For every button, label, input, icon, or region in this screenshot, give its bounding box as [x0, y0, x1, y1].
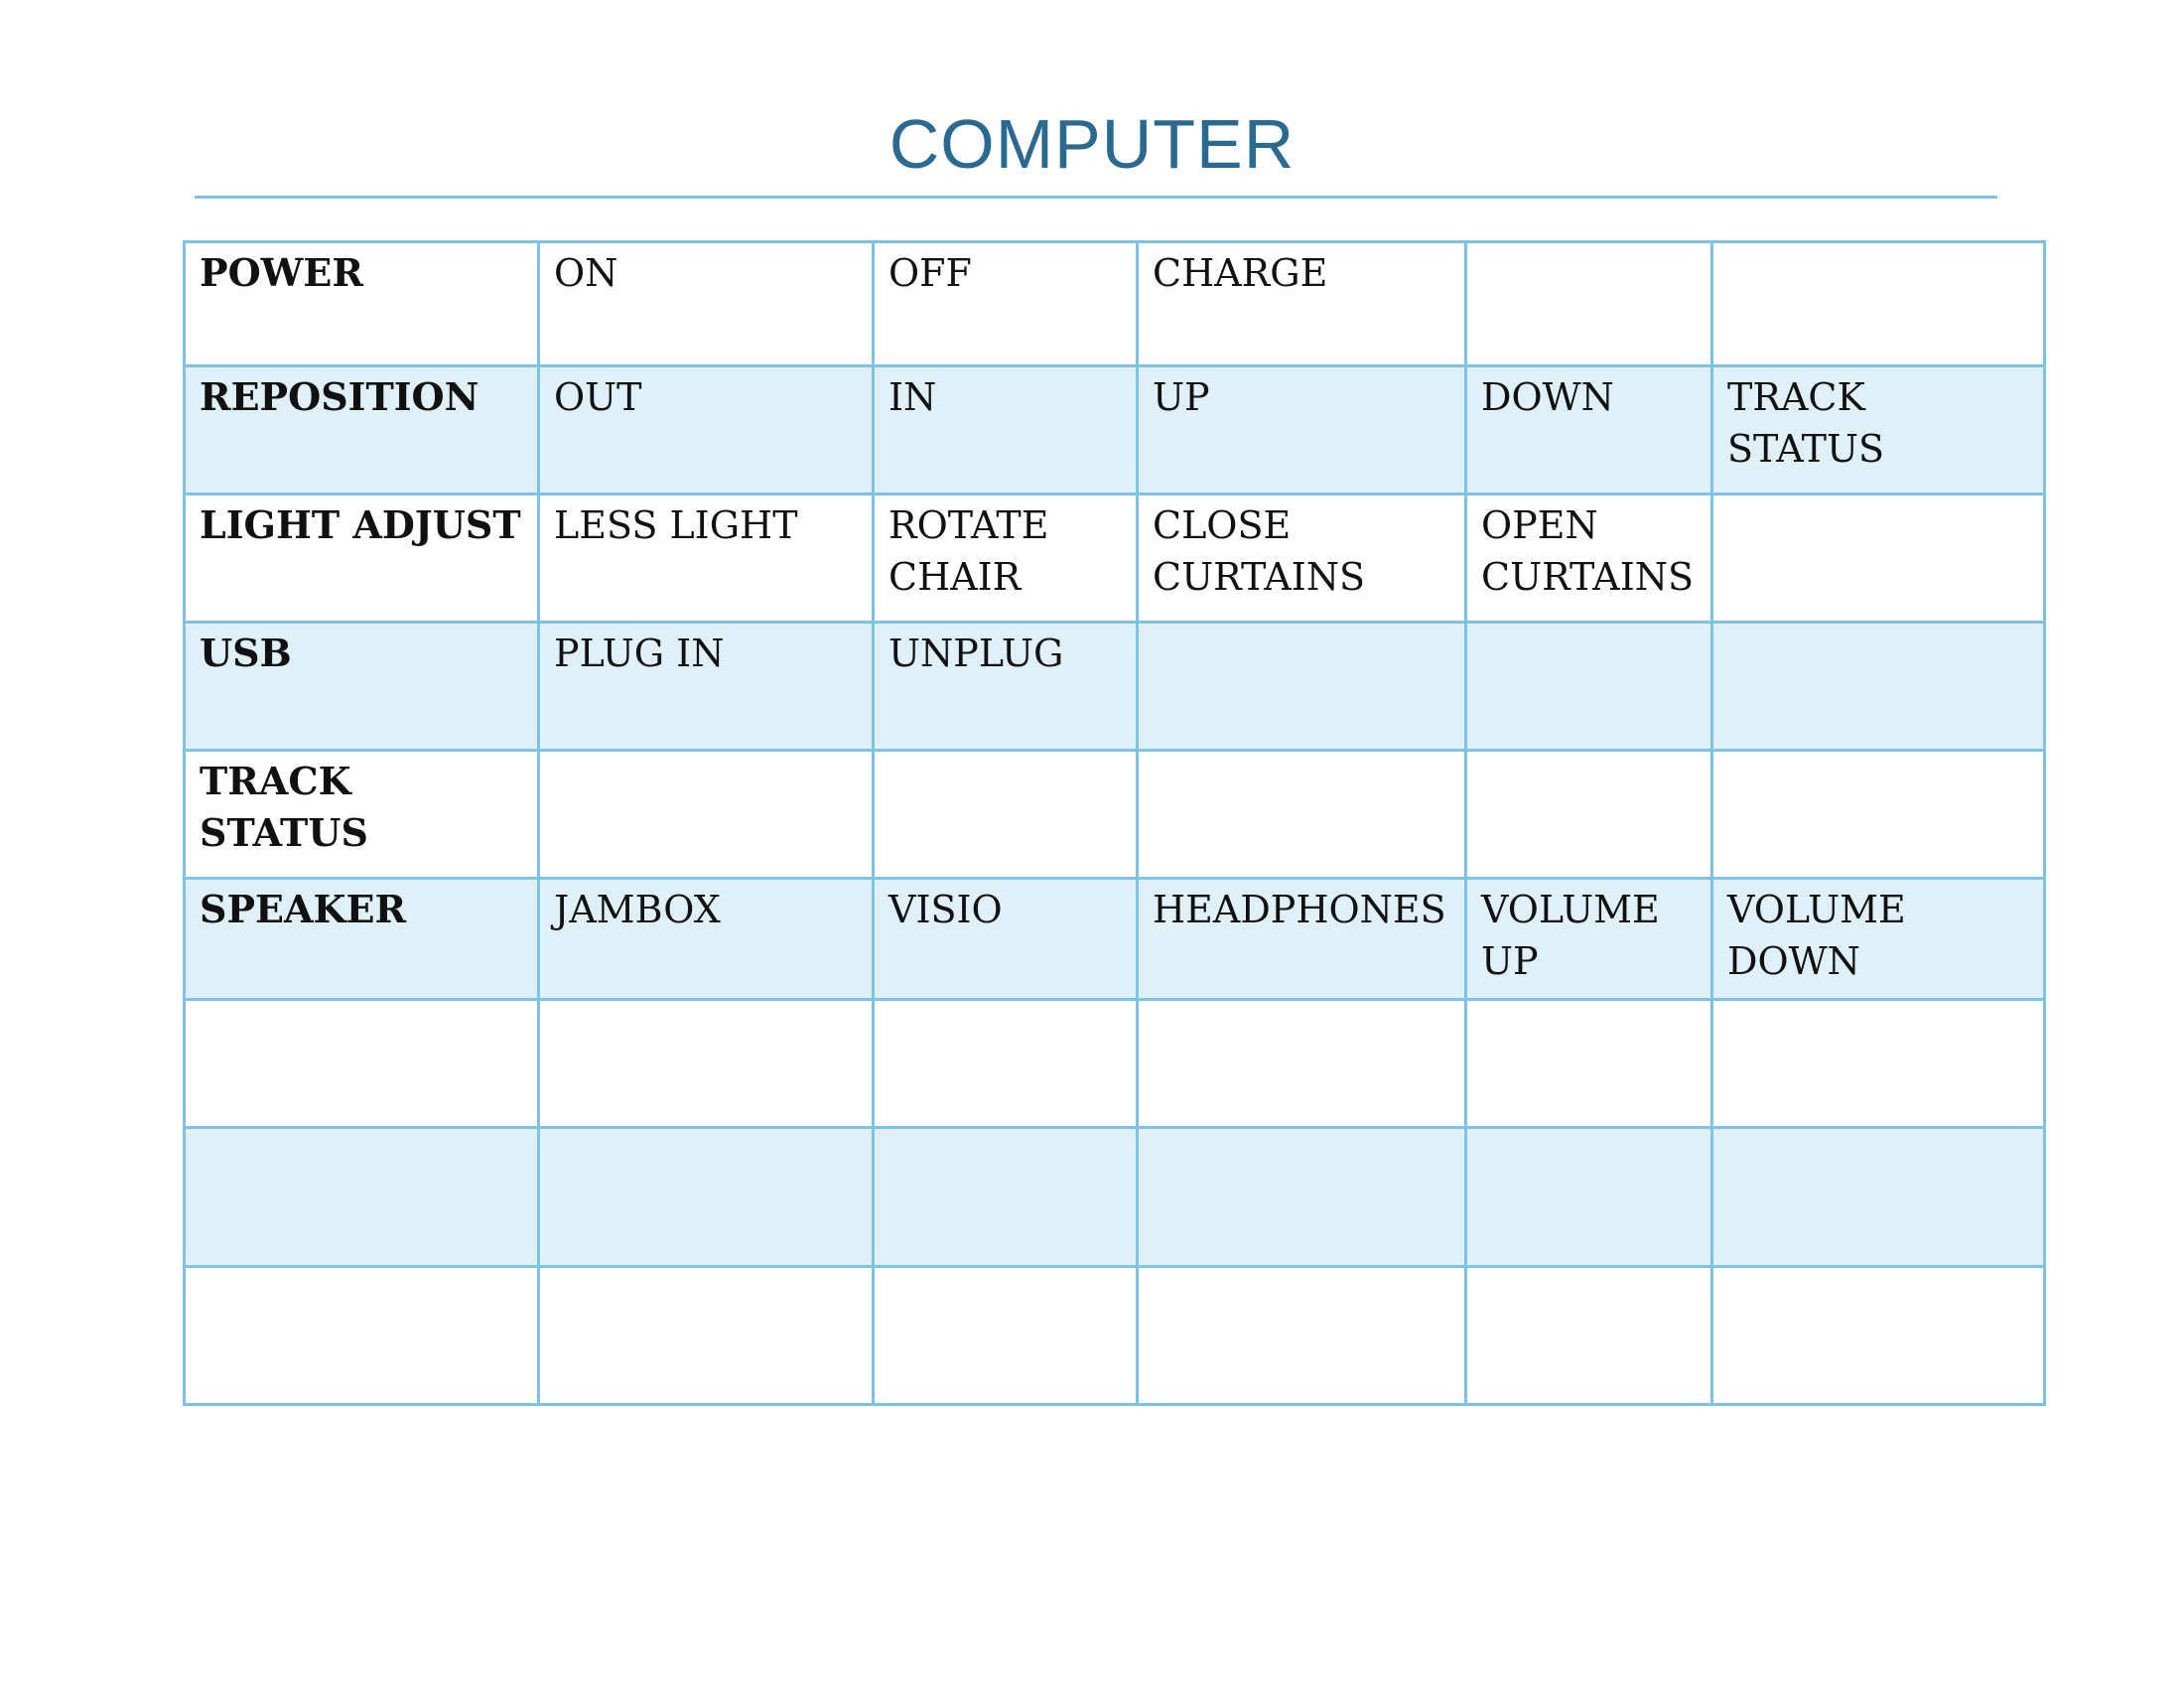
- row-label[interactable]: TRACK STATUS: [185, 751, 539, 879]
- row-label[interactable]: SPEAKER: [185, 879, 539, 1000]
- table-cell[interactable]: [1466, 1267, 1712, 1405]
- table-cell[interactable]: [539, 751, 874, 879]
- table-row: [185, 494, 2045, 623]
- table-cell[interactable]: [1712, 1128, 2045, 1267]
- table-row: [185, 1267, 2045, 1405]
- table-cell[interactable]: [1712, 242, 2045, 366]
- table-cell[interactable]: [1712, 751, 2045, 879]
- table-cell[interactable]: [1138, 1000, 1466, 1128]
- table-cell[interactable]: VOLUME UP: [1466, 879, 1712, 1000]
- table-cell[interactable]: [1712, 623, 2045, 751]
- table-cell[interactable]: [1712, 1267, 2045, 1405]
- table-row: [185, 242, 2045, 366]
- table-cell[interactable]: VOLUME DOWN: [1712, 879, 2045, 1000]
- table-cell[interactable]: [539, 1128, 874, 1267]
- table-cell[interactable]: [1138, 1128, 1466, 1267]
- row-label[interactable]: [185, 1267, 539, 1405]
- table-cell[interactable]: [1138, 1267, 1466, 1405]
- table-cell[interactable]: VISIO: [874, 879, 1138, 1000]
- table-cell[interactable]: CHARGE: [1138, 242, 1466, 366]
- table-cell[interactable]: OPEN CURTAINS: [1466, 494, 1712, 623]
- row-label[interactable]: [185, 1128, 539, 1267]
- table-cell[interactable]: [1138, 623, 1466, 751]
- table-cell[interactable]: [539, 1000, 874, 1128]
- table-cell[interactable]: ROTATE CHAIR: [874, 494, 1138, 623]
- table-cell[interactable]: [1466, 1000, 1712, 1128]
- table-cell[interactable]: [874, 751, 1138, 879]
- table-cell[interactable]: [874, 1128, 1138, 1267]
- table-cell[interactable]: TRACK STATUS: [1712, 366, 2045, 494]
- table-cell[interactable]: [874, 1000, 1138, 1128]
- row-label[interactable]: POWER: [185, 242, 539, 366]
- table-row: [185, 366, 2045, 494]
- table-cell[interactable]: CLOSE CURTAINS: [1138, 494, 1466, 623]
- table-cell[interactable]: UNPLUG: [874, 623, 1138, 751]
- table-cell[interactable]: [1712, 494, 2045, 623]
- row-label[interactable]: USB: [185, 623, 539, 751]
- table-cell[interactable]: OUT: [539, 366, 874, 494]
- table-cell[interactable]: OFF: [874, 242, 1138, 366]
- table-cell[interactable]: [1466, 242, 1712, 366]
- table-row: [185, 623, 2045, 751]
- row-label[interactable]: [185, 1000, 539, 1128]
- table-cell[interactable]: DOWN: [1466, 366, 1712, 494]
- row-label[interactable]: LIGHT ADJUST: [185, 494, 539, 623]
- table-cell[interactable]: JAMBOX: [539, 879, 874, 1000]
- table-cell[interactable]: IN: [874, 366, 1138, 494]
- table-cell[interactable]: [1712, 1000, 2045, 1128]
- table-cell[interactable]: [874, 1267, 1138, 1405]
- table-cell[interactable]: UP: [1138, 366, 1466, 494]
- table-cell[interactable]: PLUG IN: [539, 623, 874, 751]
- table-cell[interactable]: HEADPHONES: [1138, 879, 1466, 1000]
- table-row: [185, 1128, 2045, 1267]
- table-row: [185, 1000, 2045, 1128]
- title-divider: [195, 196, 1997, 199]
- table-row: [185, 879, 2045, 1000]
- row-label[interactable]: REPOSITION: [185, 366, 539, 494]
- table-cell[interactable]: LESS LIGHT: [539, 494, 874, 623]
- table-cell[interactable]: ON: [539, 242, 874, 366]
- table-cell[interactable]: [1466, 1128, 1712, 1267]
- table-row: [185, 751, 2045, 879]
- communication-board-table: [183, 240, 2046, 1406]
- table-cell[interactable]: [1466, 751, 1712, 879]
- table-cell[interactable]: [539, 1267, 874, 1405]
- page-title: COMPUTER: [888, 105, 1296, 183]
- table-cell[interactable]: [1138, 751, 1466, 879]
- table-cell[interactable]: [1466, 623, 1712, 751]
